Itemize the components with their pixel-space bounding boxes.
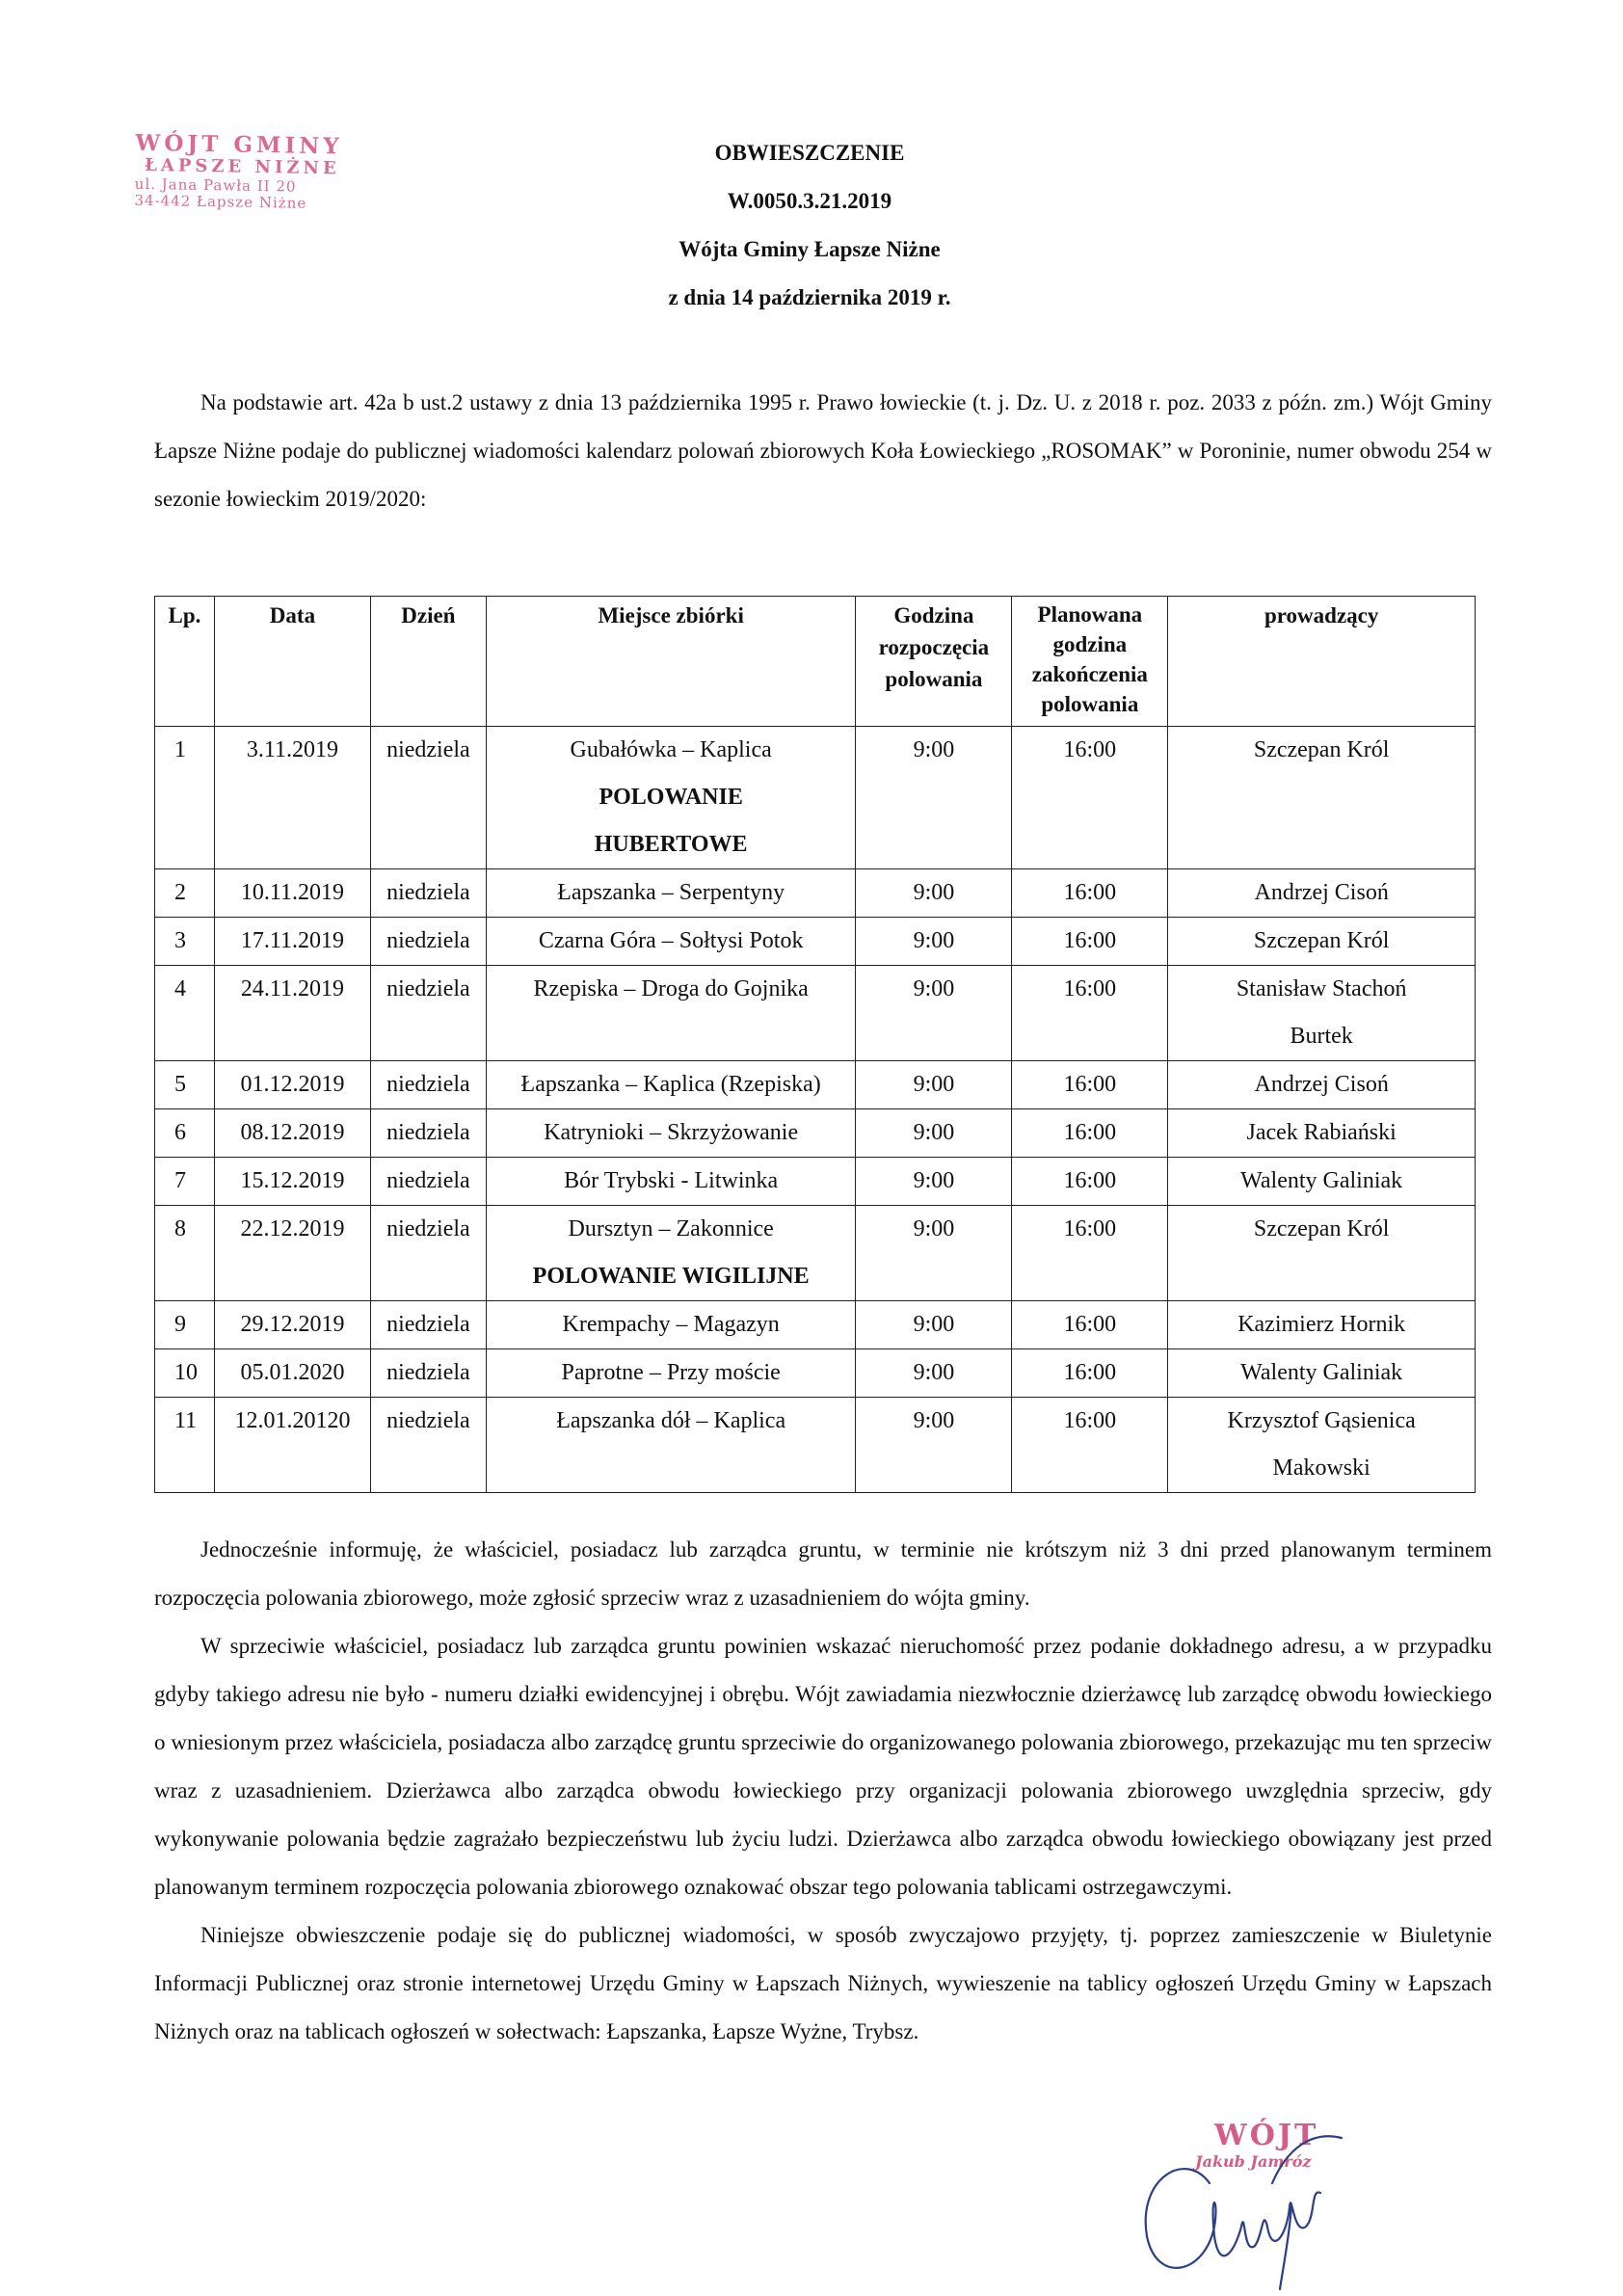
cell-lp: 6: [155, 1109, 215, 1158]
cell-place: Czarna Góra – Sołtysi Potok: [486, 918, 856, 966]
header-end-l2: godzina: [1052, 632, 1128, 656]
cell-date: 05.01.2020: [214, 1349, 370, 1398]
table-row: [155, 1158, 1476, 1206]
cell-day: niedziela: [370, 1349, 486, 1398]
cell-date: 24.11.2019: [214, 966, 370, 1061]
body-paragraph-2: W sprzeciwie właściciel, posiadacz lub zarządca gruntu powinien wskazać nieruchomość przez podanie dokładnego adresu, a w przypadku gdyby takiego adresu nie było - numeru działki ewidencyjnej i obrębu. Wójt zawiadamia niezwłocznie dzierżawcę lub zarządcę obwodu łowieckiego o wniesionym przez właściciela, posiadacza albo zarządcę gruntu sprzeciwie do organizowanego polowania zbiorowego, przekazując mu ten sprzeciw wraz z uzasadnieniem. Dzierżawca albo zarządca obwodu łowieckiego przy organizacji polowania zbiorowego uwzględnia sprzeciw, gdy wykonywanie polowania będzie zagrażało bezpieczeństwu lub życiu ludzi. Dzierżawca albo zarządca obwodu łowieckiego obowiązany jest przed planowanym terminem rozpoczęcia polowania zbiorowego oznakować obszar tego polowania tablicami ostrzegawczymi.: [154, 1634, 1492, 1899]
cell-end: 16:00: [1012, 1349, 1168, 1398]
stamp-line-4: 34-442 Łapsze Niżne: [134, 192, 307, 213]
cell-day: niedziela: [370, 1158, 486, 1206]
leader-name-cont: Burtek: [1290, 1024, 1353, 1049]
header-end-l3: zakończenia: [1031, 662, 1148, 686]
place-note: POLOWANIE WIGILIJNE: [532, 1264, 810, 1289]
table-row: [155, 1349, 1476, 1398]
cell-leader: [1168, 966, 1476, 1061]
header-start: [856, 597, 1012, 727]
signature-stamp-title: WÓJT: [1214, 2119, 1319, 2152]
cell-place: Paprotne – Przy moście: [486, 1349, 856, 1398]
cell-date: 22.12.2019: [214, 1206, 370, 1301]
header-end-l1: Planowana: [1037, 602, 1143, 627]
table-row: [155, 1109, 1476, 1158]
cell-start: 9:00: [856, 1206, 1012, 1301]
body-paragraph-1: Jednocześnie informuję, że właściciel, posiadacz lub zarządca gruntu, w terminie nie krótszym niż 3 dni przed planowanym terminem rozpoczęcia polowania zbiorowego, może zgłosić sprzeciw wraz z uzasadnieniem do wójta gminy.: [154, 1537, 1492, 1610]
cell-start: 9:00: [856, 1109, 1012, 1158]
document-title: OBWIESZCZENIE: [714, 141, 905, 165]
cell-start: 9:00: [856, 1158, 1012, 1206]
cell-place: Łapszanka dół – Kaplica: [486, 1398, 856, 1493]
cell-day: niedziela: [370, 1061, 486, 1109]
cell-lp: 2: [155, 869, 215, 918]
body-text: [154, 1526, 1492, 2056]
cell-start: 9:00: [856, 966, 1012, 1061]
table-header-row: [155, 597, 1476, 727]
cell-date: 29.12.2019: [214, 1301, 370, 1349]
document-date: z dnia 14 października 2019 r.: [668, 285, 951, 309]
table-row: [155, 1398, 1476, 1493]
cell-leader: Szczepan Król: [1168, 918, 1476, 966]
cell-start: 9:00: [856, 918, 1012, 966]
cell-date: 17.11.2019: [214, 918, 370, 966]
cell-lp: 4: [155, 966, 215, 1061]
cell-lp: 9: [155, 1301, 215, 1349]
document-header: [578, 129, 1041, 322]
cell-end: 16:00: [1012, 1158, 1168, 1206]
cell-end: 16:00: [1012, 1206, 1168, 1301]
cell-date: 15.12.2019: [214, 1158, 370, 1206]
cell-leader: Walenty Galiniak: [1168, 1349, 1476, 1398]
header-end: [1012, 597, 1168, 727]
cell-lp: 8: [155, 1206, 215, 1301]
cell-start: 9:00: [856, 1301, 1012, 1349]
cell-leader: Kazimierz Hornik: [1168, 1301, 1476, 1349]
place-text: Dursztyn – Zakonnice: [568, 1216, 774, 1241]
cell-lp: 3: [155, 918, 215, 966]
table-row: [155, 869, 1476, 918]
handwritten-signature: [1118, 2092, 1369, 2294]
place-text: Gubałówka – Kaplica: [570, 737, 772, 762]
intro-paragraph: Na podstawie art. 42a b ust.2 ustawy z dnia 13 października 1995 r. Prawo łowieckie (t. j. Dz. U. z 2018 r. poz. 2033 z późn. zm.) Wójt Gminy Łapsze Niżne podaje do publicznej wiadomości kalendarz polowań zbiorowych Koła Łowieckiego „ROSOMAK” w Poroninie, numer obwodu 254 w sezonie łowieckim 2019/2020:: [154, 390, 1492, 511]
cell-leader: Jacek Rabiański: [1168, 1109, 1476, 1158]
cell-start: 9:00: [856, 1349, 1012, 1398]
cell-end: 16:00: [1012, 966, 1168, 1061]
signature-stamp-name: Jakub Jamróz: [1195, 2152, 1312, 2171]
cell-start: 9:00: [856, 1061, 1012, 1109]
cell-day: niedziela: [370, 1398, 486, 1493]
cell-place: Krempachy – Magazyn: [486, 1301, 856, 1349]
cell-date: 10.11.2019: [214, 869, 370, 918]
cell-lp: 10: [155, 1349, 215, 1398]
header-lp: Lp.: [155, 597, 215, 727]
cell-start: 9:00: [856, 727, 1012, 869]
cell-place: Łapszanka – Serpentyny: [486, 869, 856, 918]
table-row: [155, 966, 1476, 1061]
cell-leader: Szczepan Król: [1168, 727, 1476, 869]
cell-day: niedziela: [370, 869, 486, 918]
header-start-l1: Godzina: [893, 603, 974, 627]
cell-day: niedziela: [370, 727, 486, 869]
cell-date: 12.01.20120: [214, 1398, 370, 1493]
table-row: [155, 1061, 1476, 1109]
cell-day: niedziela: [370, 1109, 486, 1158]
cell-end: 16:00: [1012, 1061, 1168, 1109]
header-end-l4: polowania: [1041, 692, 1139, 716]
cell-start: 9:00: [856, 1398, 1012, 1493]
table-row: [155, 1301, 1476, 1349]
leader-name-cont: Makowski: [1272, 1455, 1370, 1481]
cell-date: 08.12.2019: [214, 1109, 370, 1158]
cell-end: 16:00: [1012, 727, 1168, 869]
place-note: HUBERTOWE: [594, 832, 748, 857]
cell-leader: Andrzej Cisoń: [1168, 869, 1476, 918]
cell-day: niedziela: [370, 1301, 486, 1349]
cell-leader: Andrzej Cisoń: [1168, 1061, 1476, 1109]
table-row: [155, 918, 1476, 966]
cell-end: 16:00: [1012, 1398, 1168, 1493]
cell-day: niedziela: [370, 1206, 486, 1301]
cell-lp: 5: [155, 1061, 215, 1109]
document-authority: Wójta Gminy Łapsze Niżne: [678, 237, 941, 261]
cell-place: Bór Trybski - Litwinka: [486, 1158, 856, 1206]
cell-end: 16:00: [1012, 869, 1168, 918]
cell-place: Łapszanka – Kaplica (Rzepiska): [486, 1061, 856, 1109]
place-note: POLOWANIE: [599, 785, 743, 810]
cell-lp: 11: [155, 1398, 215, 1493]
cell-end: 16:00: [1012, 1109, 1168, 1158]
cell-start: 9:00: [856, 869, 1012, 918]
cell-date: 01.12.2019: [214, 1061, 370, 1109]
cell-place: [486, 727, 856, 869]
cell-leader: [1168, 1398, 1476, 1493]
cell-day: niedziela: [370, 918, 486, 966]
stamp-line-1: WÓJT GMINY: [135, 129, 343, 160]
cell-leader: Szczepan Król: [1168, 1206, 1476, 1301]
cell-end: 16:00: [1012, 1301, 1168, 1349]
cell-date: 3.11.2019: [214, 727, 370, 869]
document-number: W.0050.3.21.2019: [727, 189, 892, 213]
office-stamp: [134, 131, 386, 214]
table-row: [155, 1206, 1476, 1301]
hunting-calendar-table: [154, 596, 1476, 1493]
cell-lp: 1: [155, 727, 215, 869]
leader-name: Stanisław Stachoń: [1236, 976, 1407, 1001]
cell-place: [486, 1206, 856, 1301]
leader-name: Krzysztof Gąsienica: [1227, 1408, 1416, 1433]
header-start-l2: rozpoczęcia: [878, 635, 990, 659]
table-row: [155, 727, 1476, 869]
header-place: Miejsce zbiórki: [486, 597, 856, 727]
cell-place: Katrynioki – Skrzyżowanie: [486, 1109, 856, 1158]
cell-end: 16:00: [1012, 918, 1168, 966]
header-day: Dzień: [370, 597, 486, 727]
header-leader: prowadzący: [1168, 597, 1476, 727]
body-paragraph-3: Niniejsze obwieszczenie podaje się do publicznej wiadomości, w sposób zwyczajowo przyjęty, tj. poprzez zamieszczenie w Biuletynie Informacji Publicznej oraz stronie internetowej Urzędu Gminy w Łapszach Niżnych, wywieszenie na tablicy ogłoszeń Urzędu Gminy w Łapszach Niżnych oraz na tablicach ogłoszeń w sołectwach: Łapszanka, Łapsze Wyżne, Trybsz.: [154, 1923, 1492, 2043]
header-date: Data: [214, 597, 370, 727]
stamp-line-3: ul. Jana Pawła II 20: [134, 174, 297, 196]
header-start-l3: polowania: [885, 667, 983, 691]
cell-leader: Walenty Galiniak: [1168, 1158, 1476, 1206]
cell-day: niedziela: [370, 966, 486, 1061]
cell-place: Rzepiska – Droga do Gojnika: [486, 966, 856, 1061]
stamp-line-2: ŁAPSZE NIŻNE: [144, 155, 340, 179]
cell-lp: 7: [155, 1158, 215, 1206]
